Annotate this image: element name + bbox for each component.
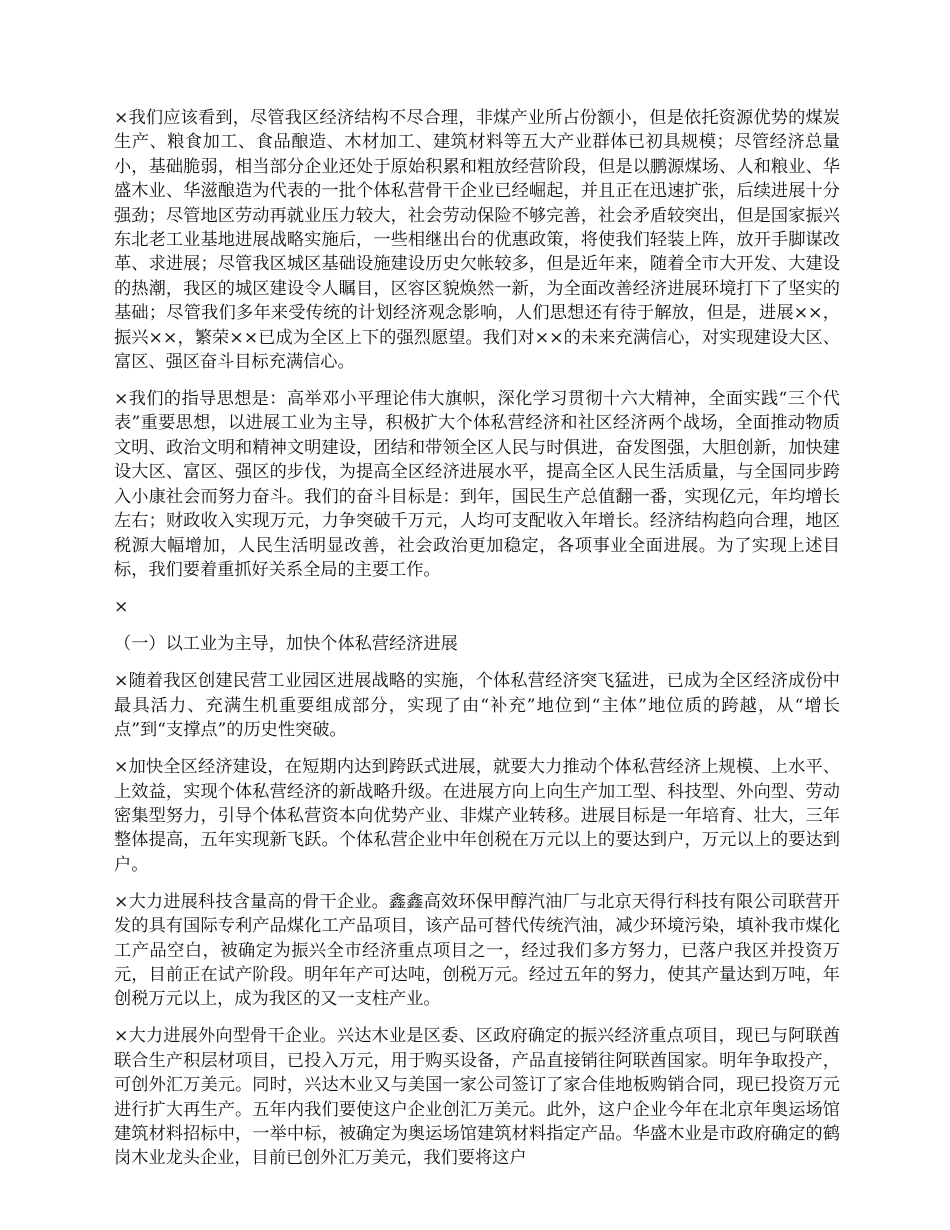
- paragraph-export-enterprises: ×大力进展外向型骨干企业。兴达木业是区委、区政府确定的振兴经济重点项目，现已与阿联酋联合生产积层材项目，已投入万元，用于购买设备，产品直接销往阿联酋国家。明年争取投产，可创外汇万美元。同时，兴达木业又与美国一家公司签订了家合佳地板购销合同，现已投资万元进行扩大再生产。五年内我们要使这户企业创汇万美元。此外，这户企业今年在北京年奥运场馆建筑材料招标中，一举中标，被确定为奥运场馆建筑材料指定产品。华盛木业是市政府确定的鹤岗木业龙头企业，目前已创外汇万美元，我们要将这户: [114, 1026, 840, 1169]
- paragraph-outlook: ×我们应该看到，尽管我区经济结构不尽合理，非煤产业所占份额小，但是依托资源优势的煤炭生产、粮食加工、食品酿造、木材加工、建筑材料等五大产业群体已初具规模；尽管经济总量小，基础脆弱，相当部分企业还处于原始积累和粗放经营阶段，但是以鹏源煤场、人和粮业、华盛木业、华滋酿造为代表的一批个体私营骨干企业已经崛起，并且正在迅速扩张，后续进展十分强劲；尽管地区劳动再就业压力较大，社会劳动保险不够完善，社会矛盾较突出，但是国家振兴东北老工业基地进展战略实施后，一些相继出台的优惠政策，将使我们轻装上阵，放开手脚谋改革、求进展；尽管我区城区基础设施建设历史欠帐较多，但是近年来，随着全市大开发、大建设的热潮，我区的城区建设令人瞩目，区容区貌焕然一新，为全面改善经济进展环境打下了坚实的基础；尽管我们多年来受传统的计划经济观念影响，人们思想还有待于解放，但是，进展××，振兴××，繁荣××已成为全区上下的强烈愿望。我们对××的未来充满信心，对实现建设大区、富区、强区奋斗目标充满信心。: [114, 108, 840, 373]
- paragraph-economic-construction: ×加快全区经济建设，在短期内达到跨跃式进展，就要大力推动个体私营经济上规模、上水平、上效益，实现个体私营经济的新战略升级。在进展方向上向生产加工型、科技型、外向型、劳动密集型努力，引导个体私营资本向优势产业、非煤产业转移。进展目标是一年培育、壮大，三年整体提高，五年实现新飞跃。个体私营企业中年创税在万元以上的要达到户，万元以上的要达到户。: [114, 757, 840, 875]
- paragraph-separator: ×: [114, 596, 129, 617]
- document-body: [114, 106, 840, 1183]
- paragraph-tech-enterprises: ×大力进展科技含量高的骨干企业。鑫鑫高效环保甲醇汽油厂与北京天得行科技有限公司联营开发的具有国际专利产品煤化工产品项目，该产品可替代传统汽油，减少环境污染，填补我市煤化工产品空白，被确定为振兴全市经济重点项目之一，经过我们多方努力，已落户我区并投资万元，目前正在试产阶段。明年年产可达吨，创税万元。经过五年的努力，使其产量达到万吨，年创税万元以上，成为我区的又一支柱产业。: [114, 891, 840, 1010]
- paragraph-guiding-thought: ×我们的指导思想是：高举邓小平理论伟大旗帜，深化学习贯彻十六大精神，全面实践“三个代表”重要思想，以进展工业为主导，积极扩大个体私营经济和社区经济两个战场，全面推动物质文明、政治文明和精神文明建设，团结和带领全区人民与时俱进，奋发图强，大胆创新，加快建设大区、富区、强区的步伐，为提高全区经济进展水平，提高全区人民生活质量，与全国同步跨入小康社会而努力奋斗。我们的奋斗目标是：到年，国民生产总值翻一番，实现亿元，年均增长左右；财政收入实现万元，力争突破千万元，人均可支配收入年增长。经济结构趋向合理，地区税源大幅增加，人民生活明显改善，社会政治更加稳定，各项事业全面进展。为了实现上述目标，我们要着重抓好关系全局的主要工作。: [114, 389, 840, 580]
- section-heading: （一）以工业为主导，加快个体私营经济进展: [114, 633, 458, 654]
- paragraph-private-economy: ×随着我区创建民营工业园区进展战略的实施，个体私营经济突飞猛进，已成为全区经济成份中最具活力、充满生机重要组成部分，实现了由“补充”地位到“主体”地位质的跨越，从“增长点”到“支撑点”的历史性突破。: [114, 671, 840, 741]
